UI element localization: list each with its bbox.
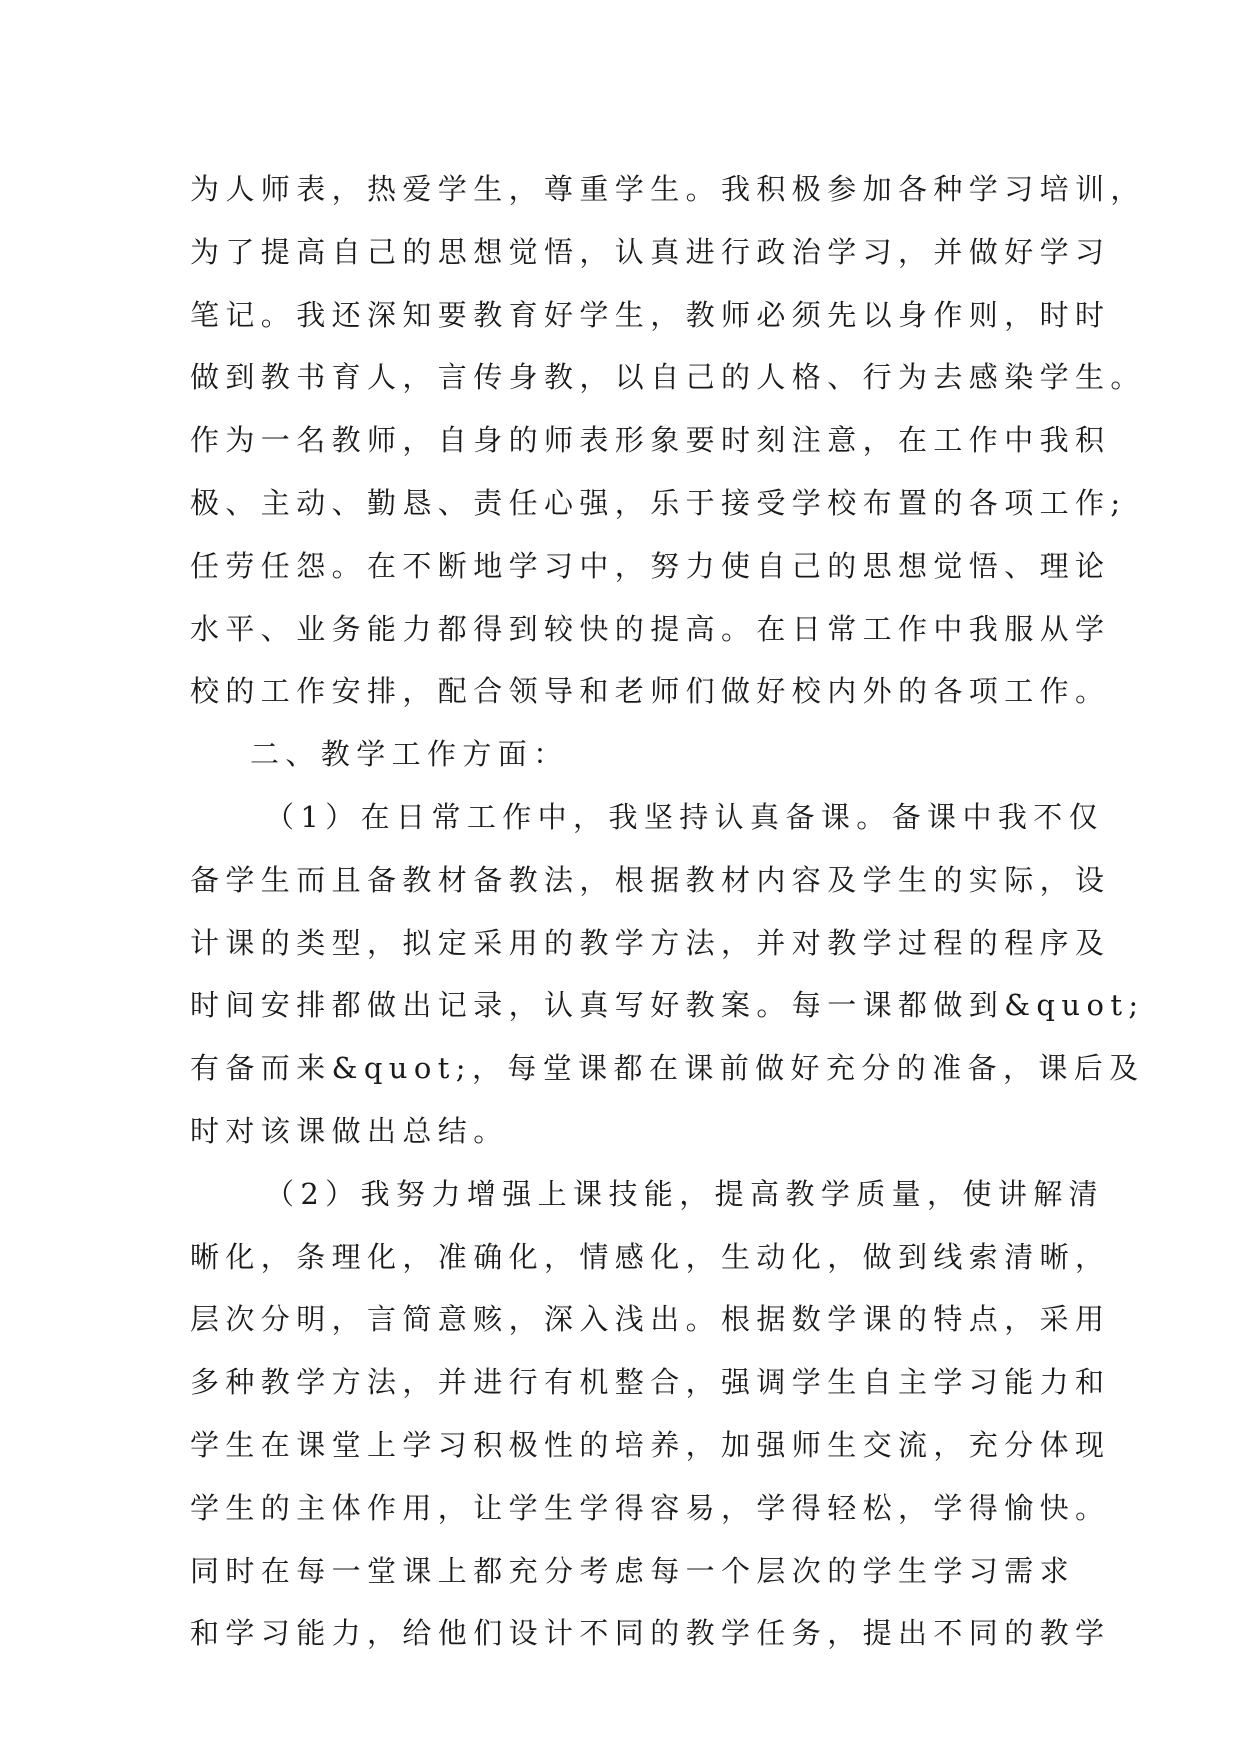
text-line: 计课的类型，拟定采用的教学方法，并对教学过程的程序及 (190, 925, 1111, 960)
text-line: 晰化，条理化，准确化，情感化，生动化，做到线索清晰， (190, 1239, 1111, 1274)
text-line: 为人师表，热爱学生，尊重学生。我积极参加各种学习培训， (190, 172, 1146, 206)
text-line: 同时在每一堂课上都充分考虑每一个层次的学生学习需求 (190, 1553, 1076, 1588)
text-line: 任劳任怨。在不断地学习中，努力使自己的思想觉悟、理论 (190, 548, 1111, 583)
text-line: 笔记。我还深知要教育好学生，教师必须先以身作则，时时 (190, 297, 1111, 332)
text-line: 时对该课做出总结。 (190, 1113, 509, 1148)
text-line: 层次分明，言简意赅，深入浅出。根据数学课的特点，采用 (190, 1302, 1111, 1337)
text-line: 时间安排都做出记录，认真写好教案。每一课都做到&quot; (190, 988, 1145, 1023)
text-line: 作为一名教师，自身的师表形象要时刻注意，在工作中我积 (190, 423, 1111, 458)
text-line: 为了提高自己的思想觉悟，认真进行政治学习，并做好学习 (190, 234, 1111, 269)
text-line: 学生的主体作用，让学生学得容易，学得轻松，学得愉快。 (190, 1490, 1111, 1525)
text-line: 备学生而且备教材备教法，根据教材内容及学生的实际，设 (190, 862, 1111, 897)
body-text (190, 158, 1146, 1665)
text-line: 校的工作安排，配合领导和老师们做好校内外的各项工作。 (190, 674, 1111, 709)
text-line: （2）我努力增强上课技能，提高教学质量，使讲解清 (265, 1176, 1105, 1211)
text-line: 多种教学方法，并进行有机整合，强调学生自主学习能力和 (190, 1365, 1111, 1400)
text-line: 极、主动、勤恳、责任心强，乐于接受学校布置的各项工作; (190, 485, 1127, 520)
text-line: 有备而来&quot;，每堂课都在课前做好充分的准备，课后及 (190, 1051, 1145, 1086)
section-heading: 二、教学工作方面： (250, 737, 569, 772)
text-line: （1）在日常工作中，我坚持认真备课。备课中我不仅 (265, 799, 1105, 834)
text-line: 水平、业务能力都得到较快的提高。在日常工作中我服从学 (190, 611, 1111, 646)
text-line: 学生在课堂上学习积极性的培养，加强师生交流，充分体现 (190, 1427, 1111, 1462)
text-line: 和学习能力，给他们设计不同的教学任务，提出不同的教学 (190, 1616, 1111, 1651)
text-line: 做到教书育人，言传身教，以自己的人格、行为去感染学生。 (190, 360, 1146, 395)
